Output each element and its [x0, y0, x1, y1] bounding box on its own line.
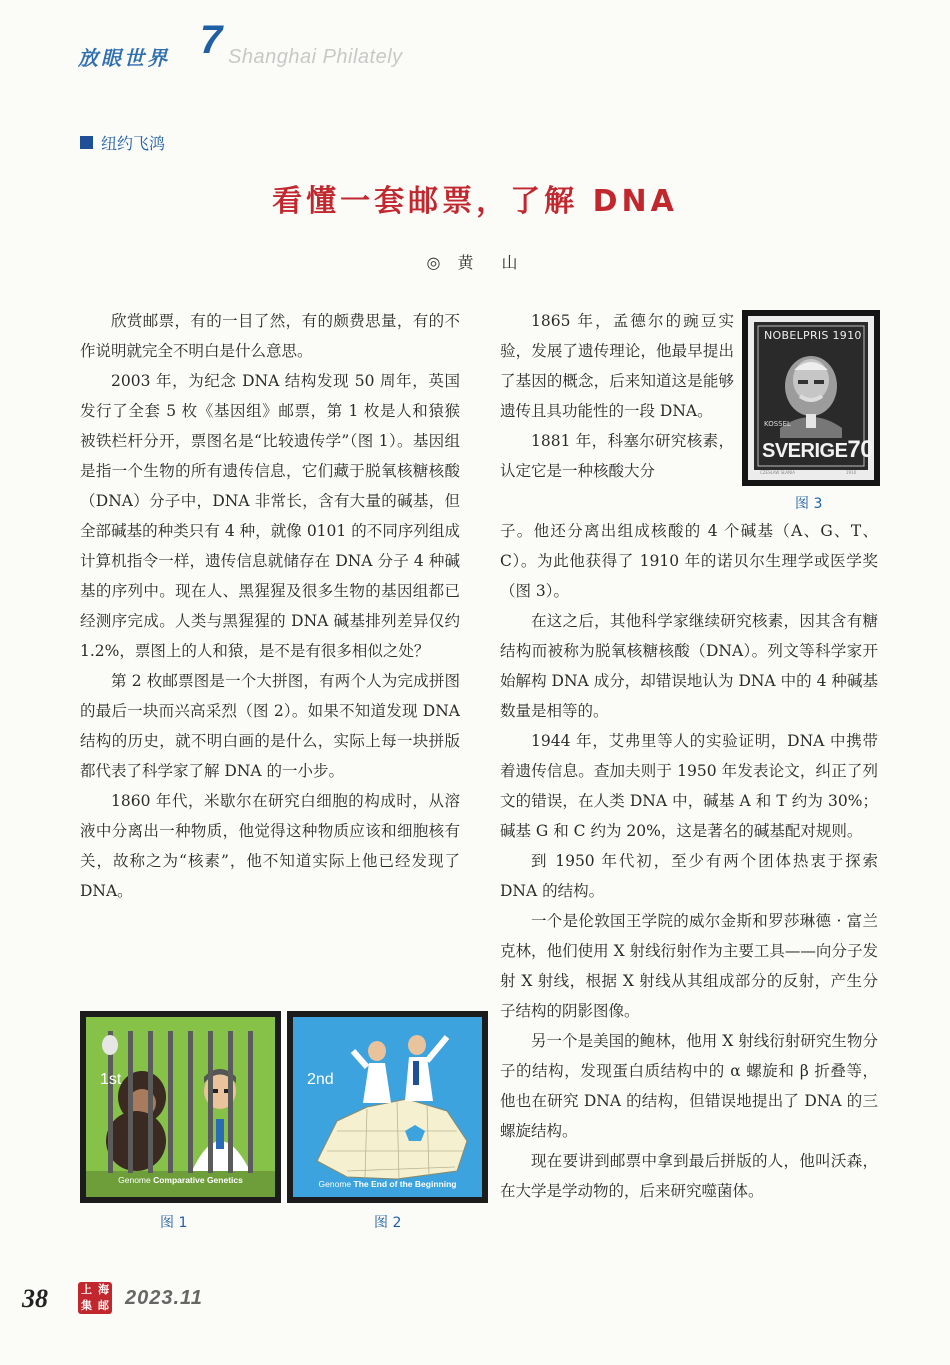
- paragraph: 子。他还分离出组成核酸的 4 个碱基（A、G、T、C）。为此他获得了 1910 年的诺贝尔生理学或医学奖（图 3）。: [500, 522, 878, 600]
- square-bullet-icon: [80, 136, 93, 149]
- logo-char: 海: [98, 1283, 109, 1296]
- stamp-label-title: The End of the Beginning: [353, 1179, 457, 1189]
- stamp-label-prefix: Genome: [118, 1175, 154, 1185]
- right-column-top: [500, 306, 734, 486]
- paragraph: 在这之后，其他科学家继续研究核素，因其含有糖结构而被称为脱氧核糖核酸（DNA）。列文等科学家开始解构 DNA 成分，却错误地认为 DNA 中的 4 种碱基数量是相等的。: [500, 612, 878, 720]
- stamp-year: 1910: [846, 470, 857, 475]
- column-label-text: 纽约飞鸿: [101, 134, 166, 153]
- figure-1-stamp: [80, 1011, 281, 1203]
- paragraph: 一个是伦敦国王学院的威尔金斯和罗莎琳德 · 富兰克林，他们使用 X 射线衍射作为主要工具——向分子发射 X 射线，根据 X 射线从其组成部分的反射，产生分子结构的阴影图像。: [500, 912, 878, 1020]
- stamp-label-prefix: Genome: [318, 1179, 354, 1189]
- figure-2-caption: 图 2: [374, 1215, 402, 1231]
- page-number: 38: [22, 1284, 48, 1313]
- left-column: [80, 306, 460, 906]
- column-label: [80, 131, 165, 154]
- paragraph: 欣赏邮票，有的一目了然，有的颇费思量，有的不作说明就完全不明白是什么意思。: [80, 312, 460, 360]
- stamp-name: KOSSEL: [764, 420, 791, 428]
- figure-1-caption: 图 1: [160, 1215, 188, 1231]
- right-column: [500, 516, 878, 1206]
- paragraph: 2003 年，为纪念 DNA 结构发现 50 周年，英国发行了全套 5 枚《基因组》邮票，第 1 枚是人和猿猴被铁栏杆分开，票图名是“比较遗传学”（图 1）。基因组是指一个生物的所有遗传信息，它们藏于脱氧核糖核酸（DNA）分子中，DNA 非常长，含有大量的碱基，但全部碱基的种类只有 4 种，就像 0101 的不同序列组成计算机指令一样，遗传信息就储存在 DNA 分子 4 种碱基的序列中。现在人、黑猩猩及很多生物的基因组都已经测序完成。人类与黑猩猩的 DNA 碱基排列差异仅约 1.2%，票图上的人和猿，是不是有很多相似之处？: [80, 372, 460, 660]
- stamp-country: SVERIGE: [762, 440, 848, 462]
- figure-2-artwork: [287, 1011, 488, 1203]
- paragraph: 第 2 枚邮票图是一个大拼图，有两个人为完成拼图的最后一块而兴高采烈（图 2）。如果不知道发现 DNA 结构的历史，就不明白画的是什么，实际上每一块拼版都代表了科学家了解 DNA 的一小步。: [80, 672, 460, 780]
- magazine-name: Shanghai Philately: [228, 46, 403, 68]
- paragraph: 现在要讲到邮票中拿到最后拼版的人，他叫沃森，在大学是学动物的，后来研究噬菌体。: [500, 1152, 878, 1200]
- figure-3-caption: 图 3: [795, 496, 823, 512]
- stamp-ordinal: 1st: [100, 1071, 122, 1088]
- article-author: ◎ 黄 山: [426, 253, 524, 272]
- paragraph: 1944 年，艾弗里等人的实验证明，DNA 中携带着遗传信息。查加夫则于 1950 年发表论文，纠正了列文的错误，在人类 DNA 中，碱基 A 和 T 约为 30%；碱基 G 和 C 约为 20%，这是著名的碱基配对规则。: [500, 732, 878, 840]
- stamp-ordinal: 2nd: [307, 1071, 334, 1088]
- paragraph: 到 1950 年代初，至少有两个团体热衷于探索 DNA 的结构。: [500, 852, 878, 900]
- stamp-engraver: CZESŁAW SŁANIA: [760, 470, 796, 475]
- issue-date: 2023.11: [125, 1287, 203, 1309]
- logo-char: 上: [81, 1283, 92, 1296]
- article-title: 看懂一套邮票，了解 DNA: [272, 184, 678, 219]
- magazine-logo: [78, 1282, 112, 1314]
- stamp-label-title: Comparative Genetics: [153, 1175, 243, 1185]
- paragraph: 另一个是美国的鲍林，他用 X 射线衍射研究生物分子的结构，发现蛋白质结构中的 α 螺旋和 β 折叠等，他也在研究 DNA 的结构，但错误地提出了 DNA 的三螺旋结构。: [500, 1032, 878, 1140]
- stamp-top-text: NOBELPRIS 1910: [764, 329, 862, 342]
- stamp-value: 70: [847, 436, 874, 463]
- figure-2-stamp: [287, 1011, 488, 1203]
- logo-char: 邮: [98, 1299, 109, 1312]
- paragraph: 1865 年，孟德尔的豌豆实验，发展了遗传理论，他最早提出了基因的概念，后来知道这是能够遗传且具功能性的一段 DNA。: [500, 312, 734, 420]
- paragraph: 1860 年代，米歇尔在研究白细胞的构成时，从溶液中分离出一种物质，他觉得这种物质应该和细胞核有关，故称之为“核素”，他不知道实际上他已经发现了 DNA。: [80, 792, 460, 900]
- section-title: 放眼世界: [78, 46, 170, 70]
- stamp-label: [80, 1175, 281, 1185]
- stamp-label: [287, 1179, 488, 1189]
- section-number-mark: 7: [200, 18, 223, 62]
- paragraph: 1881 年，科塞尔研究核素，认定它是一种核酸大分: [500, 432, 734, 480]
- logo-char: 集: [81, 1299, 92, 1312]
- figure-3-stamp: [742, 310, 880, 486]
